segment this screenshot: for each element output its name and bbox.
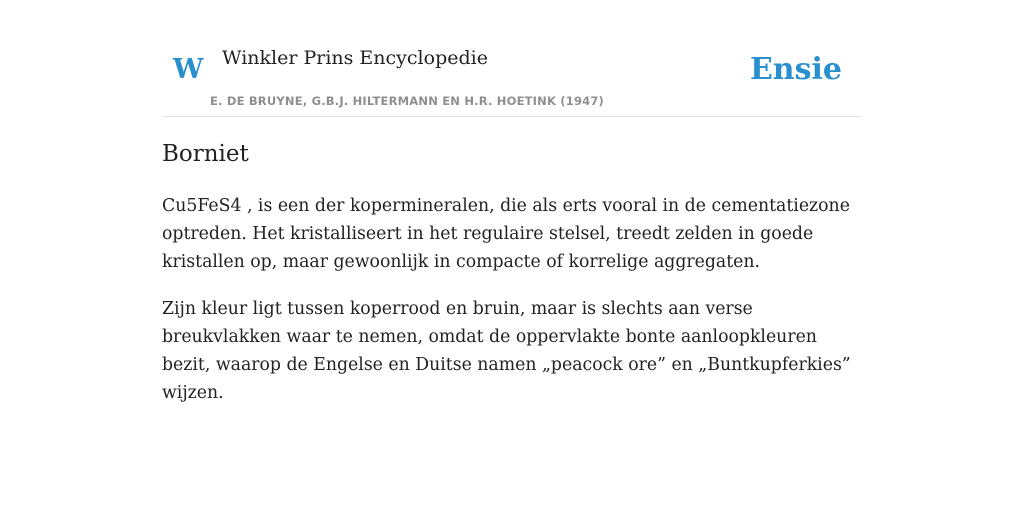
publication-logo[interactable]: W bbox=[173, 54, 204, 85]
page bbox=[162, 0, 862, 512]
publication-authors: E. DE BRUYNE, G.B.J. HILTERMANN EN H.R. HOETINK (1947) bbox=[210, 94, 605, 108]
publication-title[interactable]: Winkler Prins Encyclopedie bbox=[222, 47, 488, 69]
article-paragraph: Zijn kleur ligt tussen koperrood en bruin, maar is slechts aan verse breukvlakken waar te nemen, omdat de oppervlakte bonte aanloopkleuren bezit, waarop de Engelse en Duitse namen „peacock ore” en „Buntkupferkies” wijzen. bbox=[162, 299, 851, 403]
article-title: Borniet bbox=[162, 141, 249, 167]
brand-logo[interactable]: Ensie bbox=[749, 52, 842, 87]
page-header bbox=[162, 0, 862, 117]
article-paragraph: Cu5FeS4 , is een der kopermineralen, die als erts vooral in de cementatiezone optreden. Het kristalliseert in het regulaire stelsel, treedt zelden in goede kristallen op, maar gewoonlijk in compacte of korrelige aggregaten. bbox=[162, 196, 850, 272]
